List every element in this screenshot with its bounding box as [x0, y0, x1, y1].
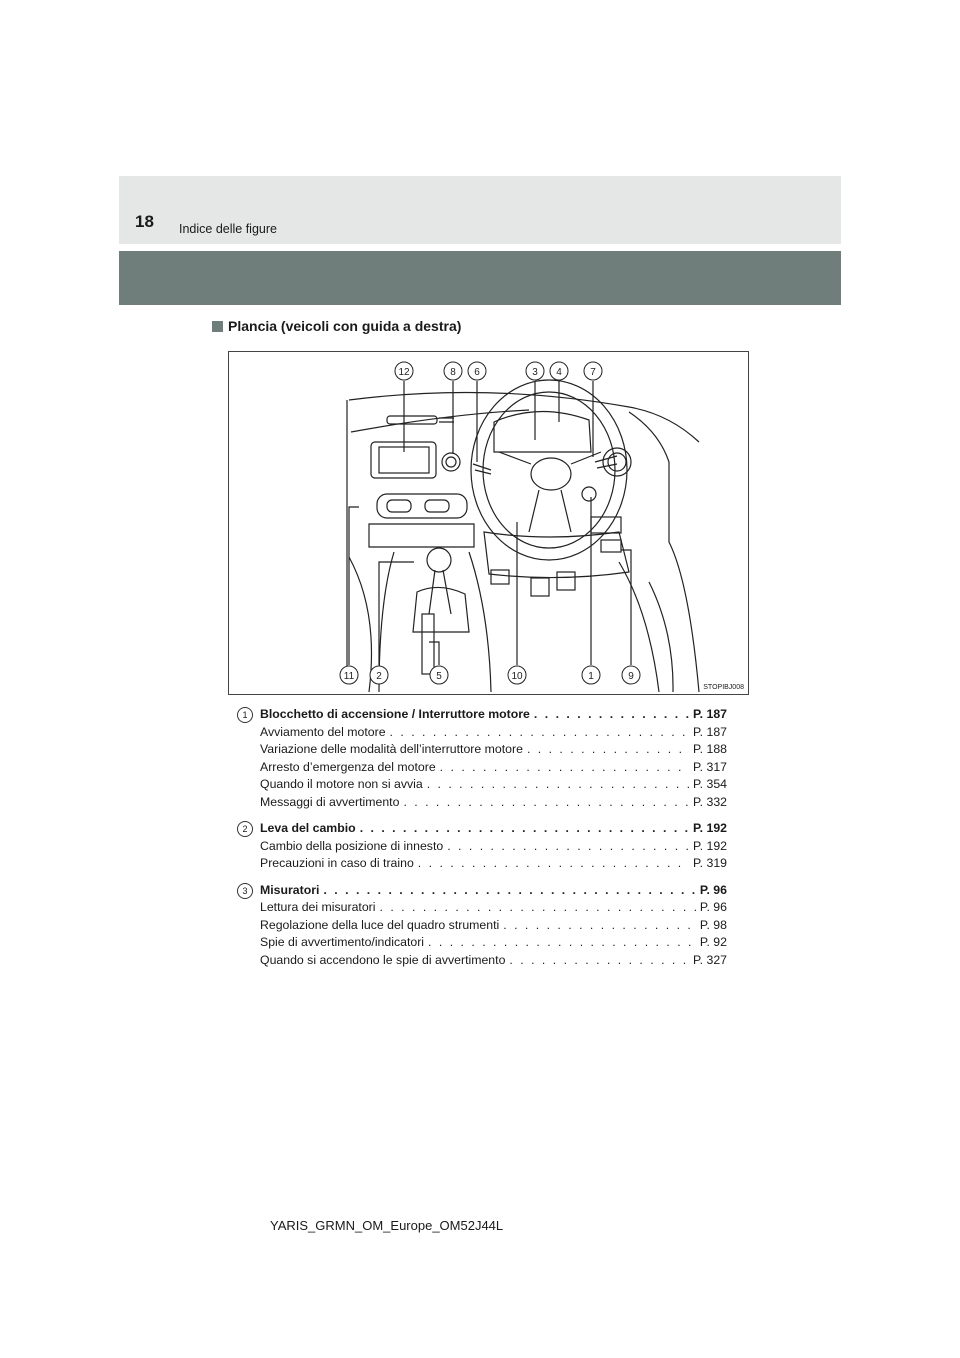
sub-entry-row[interactable]: [260, 724, 727, 742]
callout-5-label: 5: [436, 671, 442, 682]
sub-entry-text: Messaggi di avvertimento: [260, 794, 400, 809]
sub-entry-text: Regolazione della luce del quadro strumenti: [260, 917, 500, 932]
callout-4: [550, 362, 568, 380]
sub-entry-row[interactable]: [260, 917, 727, 935]
entry-title-row[interactable]: [260, 820, 727, 838]
leader-dots: [380, 899, 696, 917]
callout-12: [395, 362, 413, 380]
entry-number-badge: 2: [237, 821, 253, 837]
page-number: 18: [135, 212, 154, 231]
leader-dots: [428, 934, 696, 952]
section-heading: [212, 318, 461, 334]
leader-dots: [418, 855, 689, 873]
sub-entry-page: P. 319: [693, 856, 727, 870]
section-heading-text: Plancia (veicoli con guida a destra): [228, 318, 462, 334]
entry-title: Blocchetto di accensione / Interruttore motore: [260, 707, 530, 721]
entry-2: [237, 820, 727, 873]
entry-title: Leva del cambio: [260, 821, 356, 835]
leader-dots: [509, 952, 689, 970]
sub-entry-text: Quando il motore non si avvia: [260, 777, 423, 791]
sub-entry-page: P. 187: [693, 724, 727, 739]
entry-page: P. 96: [699, 882, 727, 897]
sub-entry-text: Spie di avvertimento/indicatori: [260, 935, 425, 949]
sub-entry-row[interactable]: [260, 855, 727, 873]
sub-entry-text: Variazione delle modalità dell’interruttore motore: [260, 742, 523, 756]
sub-entry-page: P. 188: [693, 742, 727, 756]
entry-3: [237, 882, 727, 970]
callout-9: [622, 666, 640, 684]
section-title: Indice delle figure: [179, 222, 277, 236]
callout-11: [340, 666, 358, 684]
callout-1: [582, 666, 600, 684]
dashboard-figure: [228, 351, 749, 695]
sub-entry-page: P. 332: [693, 794, 727, 809]
sub-entry-text: Lettura dei misuratori: [260, 900, 376, 914]
entry-1: [237, 706, 727, 811]
callout-2: [370, 666, 388, 684]
title-band: [119, 251, 841, 305]
callout-4-label: 4: [556, 367, 562, 378]
callout-7: [584, 362, 602, 380]
leader-dots: [390, 724, 689, 742]
callout-10-label: 10: [511, 671, 523, 682]
callout-9-label: 9: [628, 671, 634, 682]
sub-entry-page: P. 317: [693, 759, 727, 774]
entry-title-row[interactable]: [260, 882, 727, 900]
leader-dots: [323, 882, 695, 900]
callout-2-label: 2: [376, 671, 382, 682]
sub-entry-page: P. 354: [693, 777, 727, 791]
sub-entry-page: P. 92: [699, 935, 727, 949]
callout-5: [430, 666, 448, 684]
leader-dots: [527, 741, 689, 759]
leader-dots: [534, 706, 689, 724]
sub-entry-text: Cambio della posizione di innesto: [260, 838, 444, 853]
callout-3-label: 3: [532, 367, 538, 378]
callout-1-label: 1: [588, 671, 594, 682]
sub-entry-page: P. 192: [693, 838, 727, 853]
sub-entry-text: Precauzioni in caso di traino: [260, 856, 414, 870]
heading-square-icon: [212, 321, 223, 332]
callout-10: [508, 666, 526, 684]
sub-entry-text: Arresto d’emergenza del motore: [260, 759, 436, 774]
leader-dots: [440, 759, 689, 777]
entries-list: [237, 706, 727, 978]
sub-entry-row[interactable]: [260, 759, 727, 777]
sub-entry-row[interactable]: [260, 838, 727, 856]
leader-dots: [503, 917, 696, 935]
entry-number-badge: 1: [237, 707, 253, 723]
sub-entry-row[interactable]: [260, 776, 727, 794]
sub-entry-page: P. 327: [693, 952, 727, 967]
sub-entry-row[interactable]: [260, 794, 727, 812]
leader-dots: [360, 820, 689, 838]
callout-8-label: 8: [450, 367, 456, 378]
entry-title: Misuratori: [260, 882, 320, 897]
leader-dots: [447, 838, 689, 856]
dashboard-illustration: [229, 352, 748, 694]
sub-entry-row[interactable]: [260, 899, 727, 917]
entry-title-row[interactable]: [260, 706, 727, 724]
callout-7-label: 7: [590, 367, 596, 378]
entry-number-badge: 3: [237, 883, 253, 899]
leader-dots: [427, 776, 689, 794]
sub-entry-text: Quando si accendono le spie di avvertimento: [260, 952, 506, 967]
callout-3: [526, 362, 544, 380]
leader-dots: [403, 794, 689, 812]
sub-entry-row[interactable]: [260, 952, 727, 970]
sub-entry-page: P. 96: [699, 900, 727, 914]
sub-entry-page: P. 98: [699, 917, 727, 932]
sub-entry-row[interactable]: [260, 934, 727, 952]
figure-code: STOPIBJ008: [703, 684, 744, 691]
callout-12-label: 12: [398, 367, 410, 378]
sub-entry-row[interactable]: [260, 741, 727, 759]
sub-entry-text: Avviamento del motore: [260, 724, 386, 739]
callout-6-label: 6: [474, 367, 480, 378]
entry-page: P. 187: [693, 707, 727, 721]
callout-6: [468, 362, 486, 380]
callout-11-label: 11: [343, 671, 355, 682]
footer-doc-code: YARIS_GRMN_OM_Europe_OM52J44L: [270, 1218, 504, 1233]
callout-8: [444, 362, 462, 380]
entry-page: P. 192: [693, 821, 727, 835]
